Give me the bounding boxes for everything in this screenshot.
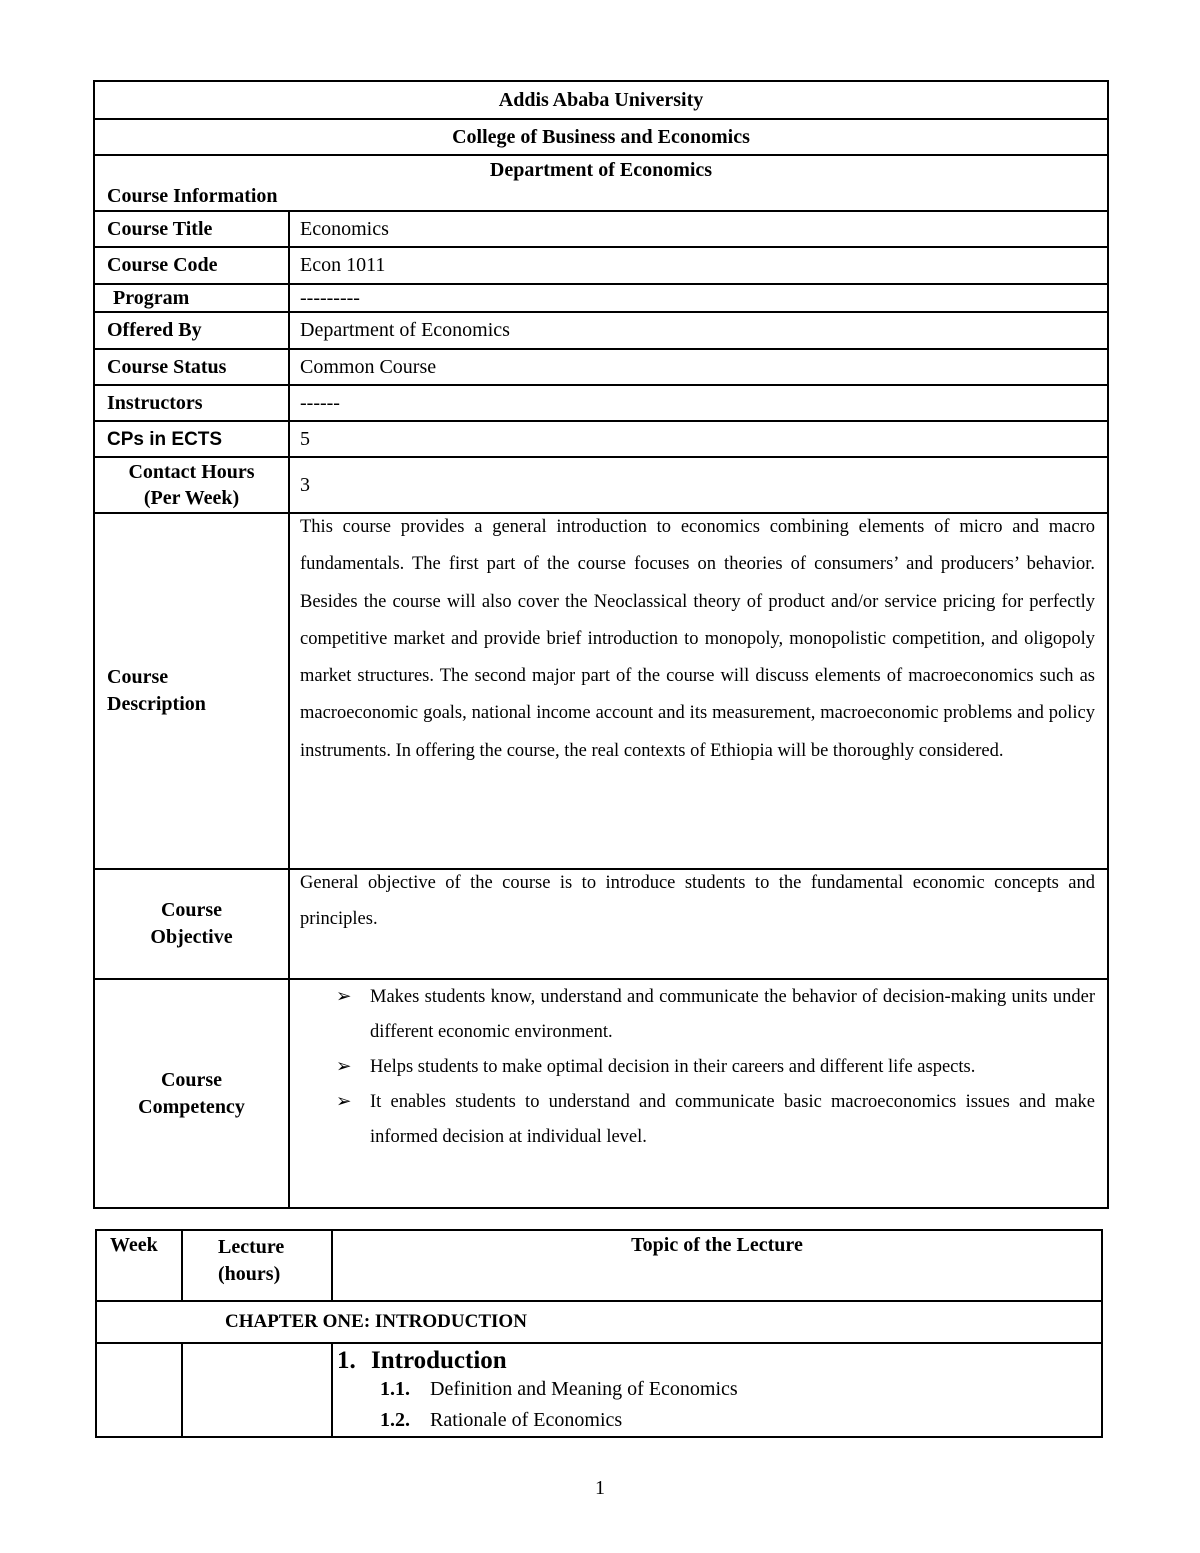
competency-item-text: It enables students to understand and communicate basic macroeconomics issues and make informed decision at individual level.	[370, 1092, 1095, 1147]
row-contact-hours	[94, 457, 1108, 513]
course-description-label-line1: Course	[107, 666, 169, 688]
course-code-label: Course Code	[94, 247, 289, 284]
competency-list	[290, 980, 1107, 1155]
subsection-item	[333, 1405, 1101, 1436]
page-number: 1	[595, 1477, 605, 1499]
university-title: Addis Ababa University	[94, 81, 1108, 119]
department-title: Department of Economics	[489, 159, 713, 181]
row-course-code	[94, 247, 1108, 284]
course-code-value: Econ 1011	[289, 247, 1108, 284]
competency-item-text: Helps students to make optimal decision in their careers and different life aspects.	[370, 1057, 976, 1077]
course-status-label: Course Status	[94, 349, 289, 385]
course-objective-label-line2: Objective	[150, 926, 233, 948]
chapter-title: CHAPTER ONE: INTRODUCTION	[96, 1301, 1102, 1343]
course-objective-label	[94, 869, 289, 979]
cps-label: CPs in ECTS	[107, 428, 223, 450]
course-description-text: This course provides a general introduction to economics combining elements of micro and macro fundamentals. The first part of the course focuses on theories of consumers’ and producers’ behavior. Besides the course will also cover the Neoclassical theory of product and/or service pricing for perfectly competitive market and provide brief introduction to monopoly, monopolistic competition, and oligopoly market structures. The second major part of the course will discuss elements of macroeconomics such as macroeconomic goals, national income account and its measurement, macroeconomic problems and policy instruments. In offering the course, the real contexts of Ethiopia will be thoroughly considered.	[300, 517, 1095, 761]
week-header: Week	[96, 1230, 182, 1301]
subsection-number: 1.2.	[380, 1409, 410, 1431]
cps-value: 5	[289, 421, 1108, 457]
instructors-label: Instructors	[94, 385, 289, 421]
program-label: Program	[94, 284, 289, 312]
section-number: 1.	[337, 1347, 356, 1374]
contact-hours-value: 3	[289, 457, 1108, 513]
schedule-header-row	[96, 1230, 1102, 1301]
course-objective-text: General objective of the course is to introduce students to the fundamental economic concepts and principles.	[300, 873, 1095, 929]
row-course-title	[94, 211, 1108, 247]
arrow-bullet-icon: ➢	[336, 987, 352, 1007]
contact-hours-label-line1: Contact Hours	[128, 461, 255, 483]
lecture-hours-header	[182, 1230, 332, 1301]
row-course-competency	[94, 979, 1108, 1208]
course-description-label-line2: Description	[107, 693, 206, 715]
row-program	[94, 284, 1108, 312]
row-cps	[94, 421, 1108, 457]
lecture-schedule-table	[95, 1229, 1103, 1438]
program-value: ---------	[289, 284, 1108, 312]
row-course-objective	[94, 869, 1108, 979]
offered-by-label: Offered By	[94, 312, 289, 349]
course-competency-label	[94, 979, 289, 1208]
row-offered-by	[94, 312, 1108, 349]
competency-item	[290, 980, 1095, 1050]
course-description-cell	[289, 513, 1108, 869]
course-title-label: Course Title	[94, 211, 289, 247]
instructors-value: ------	[289, 385, 1108, 421]
contact-hours-label-line2: (Per Week)	[143, 487, 240, 509]
department-cell	[94, 155, 1108, 211]
arrow-bullet-icon: ➢	[336, 1057, 352, 1077]
course-info-table	[93, 80, 1109, 1209]
chapter-row	[96, 1301, 1102, 1343]
course-information-heading: Course Information	[107, 185, 278, 207]
row-course-description	[94, 513, 1108, 869]
offered-by-value: Department of Economics	[289, 312, 1108, 349]
course-competency-label-line2: Competency	[138, 1095, 245, 1118]
lecture-header-line1: Lecture	[218, 1236, 285, 1258]
week-cell	[96, 1343, 182, 1437]
course-competency-cell	[289, 979, 1108, 1208]
section-heading	[333, 1347, 1101, 1374]
college-title: College of Business and Economics	[94, 119, 1108, 155]
competency-item-text: Makes students know, understand and communicate the behavior of decision-making units under different economic environment.	[370, 987, 1095, 1042]
subsection-item	[333, 1374, 1101, 1405]
row-instructors	[94, 385, 1108, 421]
course-status-value: Common Course	[289, 349, 1108, 385]
course-objective-cell	[289, 869, 1108, 979]
topic-header: Topic of the Lecture	[332, 1230, 1102, 1301]
arrow-bullet-icon: ➢	[336, 1092, 352, 1112]
subsection-title: Rationale of Economics	[430, 1409, 623, 1431]
course-title-value: Economics	[289, 211, 1108, 247]
course-competency-label-line1: Course	[160, 1068, 223, 1091]
subsection-title: Definition and Meaning of Economics	[430, 1378, 738, 1400]
cps-label-cell	[94, 421, 289, 457]
course-description-label	[94, 513, 289, 869]
course-objective-label-line1: Course	[160, 899, 223, 921]
topic-cell	[332, 1343, 1102, 1437]
lecture-header-line2: (hours)	[218, 1263, 281, 1285]
section-title: Introduction	[371, 1347, 507, 1374]
lecture-hours-cell	[182, 1343, 332, 1437]
row-course-status	[94, 349, 1108, 385]
competency-item	[290, 1085, 1095, 1155]
contact-hours-label	[94, 457, 289, 513]
competency-item	[290, 1050, 1095, 1085]
topic-row	[96, 1343, 1102, 1437]
subsection-number: 1.1.	[380, 1378, 410, 1400]
